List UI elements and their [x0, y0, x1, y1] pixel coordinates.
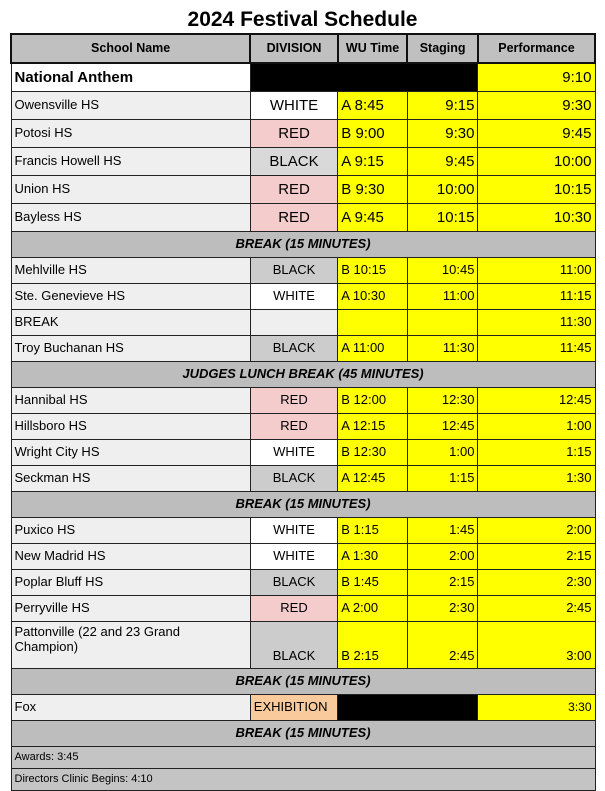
division-badge: BLACK	[250, 148, 337, 176]
staging-time: 9:30	[407, 120, 478, 148]
performance-time: 3:30	[478, 695, 595, 721]
staging-time: 10:15	[407, 204, 478, 232]
school-name: Wright City HS	[11, 440, 250, 466]
wu-time: B 9:00	[338, 120, 408, 148]
staging-time: 11:30	[407, 336, 478, 362]
table-row	[11, 148, 595, 176]
exhibition-row	[11, 695, 595, 721]
break-label: JUDGES LUNCH BREAK (45 MINUTES)	[11, 362, 595, 388]
table-row	[11, 570, 595, 596]
performance-time: 1:30	[478, 466, 595, 492]
table-row	[11, 388, 595, 414]
table-row	[11, 204, 595, 232]
break-row	[11, 721, 595, 747]
performance-time: 9:45	[478, 120, 595, 148]
table-row	[11, 258, 595, 284]
performance-time: 2:30	[478, 570, 595, 596]
wu-time: A 12:15	[338, 414, 408, 440]
school-name: Poplar Bluff HS	[11, 570, 250, 596]
table-row	[11, 310, 595, 336]
school-name: National Anthem	[11, 63, 250, 92]
school-name: Hillsboro HS	[11, 414, 250, 440]
wu-time: A 9:45	[338, 204, 408, 232]
break-row	[11, 232, 595, 258]
division-badge: BLACK	[250, 258, 337, 284]
performance-time: 11:30	[478, 310, 595, 336]
table-row	[11, 414, 595, 440]
school-name: Seckman HS	[11, 466, 250, 492]
school-name: New Madrid HS	[11, 544, 250, 570]
staging-time: 2:45	[407, 622, 478, 669]
performance-time: 3:00	[478, 622, 595, 669]
division-badge: BLACK	[250, 570, 337, 596]
table-row	[11, 176, 595, 204]
table-row	[11, 120, 595, 148]
wu-time: A 10:30	[338, 284, 408, 310]
table-row	[11, 92, 595, 120]
header-staging: Staging	[407, 34, 478, 63]
division-badge: WHITE	[250, 92, 337, 120]
division-badge: BLACK	[250, 466, 337, 492]
performance-time: 9:30	[478, 92, 595, 120]
school-name: Hannibal HS	[11, 388, 250, 414]
performance-time: 10:15	[478, 176, 595, 204]
division-badge: RED	[250, 388, 337, 414]
performance-time: 2:15	[478, 544, 595, 570]
division-badge: WHITE	[250, 544, 337, 570]
wu-time: B 1:15	[338, 518, 408, 544]
staging-time: 2:15	[407, 570, 478, 596]
school-name: Ste. Genevieve HS	[11, 284, 250, 310]
break-row	[11, 362, 595, 388]
wu-time	[338, 310, 408, 336]
wu-time: B 2:15	[338, 622, 408, 669]
staging-time: 12:30	[407, 388, 478, 414]
school-name: Owensville HS	[11, 92, 250, 120]
break-label: BREAK (15 MINUTES)	[11, 721, 595, 747]
performance-time: 1:00	[478, 414, 595, 440]
performance-time: 11:45	[478, 336, 595, 362]
awards-note: Awards: 3:45	[11, 747, 595, 769]
note-row	[11, 747, 595, 769]
wu-time: A 11:00	[338, 336, 408, 362]
division-badge: RED	[250, 596, 337, 622]
school-name: Potosi HS	[11, 120, 250, 148]
page-title: 2024 Festival Schedule	[187, 8, 418, 31]
school-name: Puxico HS	[11, 518, 250, 544]
table-row	[11, 440, 595, 466]
division-badge: BLACK	[250, 622, 337, 669]
performance-time: 11:00	[478, 258, 595, 284]
wu-time: B 12:00	[338, 388, 408, 414]
performance-time: 1:15	[478, 440, 595, 466]
header-row	[11, 34, 595, 63]
header-school-name: School Name	[11, 34, 250, 63]
division-badge: RED	[250, 120, 337, 148]
school-name: Mehlville HS	[11, 258, 250, 284]
division-badge	[250, 310, 337, 336]
school-name: Troy Buchanan HS	[11, 336, 250, 362]
table-row	[11, 518, 595, 544]
table-row	[11, 596, 595, 622]
wu-time: A 8:45	[338, 92, 408, 120]
table-row	[11, 544, 595, 570]
performance-time: 11:15	[478, 284, 595, 310]
division-badge: RED	[250, 414, 337, 440]
wu-time: B 1:45	[338, 570, 408, 596]
school-name: Union HS	[11, 176, 250, 204]
staging-time: 2:30	[407, 596, 478, 622]
wu-time: B 12:30	[338, 440, 408, 466]
division-badge: BLACK	[250, 336, 337, 362]
performance-time: 2:45	[478, 596, 595, 622]
staging-time: 11:00	[407, 284, 478, 310]
staging-time: 12:45	[407, 414, 478, 440]
staging-time: 1:15	[407, 466, 478, 492]
performance-time: 10:30	[478, 204, 595, 232]
wu-time: B 9:30	[338, 176, 408, 204]
table-row	[11, 466, 595, 492]
blacked-out-cell	[250, 63, 478, 92]
wu-time: A 12:45	[338, 466, 408, 492]
staging-time	[407, 310, 478, 336]
division-badge: WHITE	[250, 518, 337, 544]
wu-time: A 1:30	[338, 544, 408, 570]
staging-time: 9:45	[407, 148, 478, 176]
national-anthem-row	[11, 63, 595, 92]
note-row	[11, 769, 595, 791]
table-row	[11, 284, 595, 310]
wu-time: A 9:15	[338, 148, 408, 176]
staging-time: 9:15	[407, 92, 478, 120]
staging-time: 10:45	[407, 258, 478, 284]
staging-time: 10:00	[407, 176, 478, 204]
break-row	[11, 669, 595, 695]
wu-time: B 10:15	[338, 258, 408, 284]
division-badge: RED	[250, 204, 337, 232]
header-wu-time: WU Time	[338, 34, 408, 63]
table-row	[11, 622, 595, 669]
division-badge: RED	[250, 176, 337, 204]
school-name: Bayless HS	[11, 204, 250, 232]
break-label: BREAK (15 MINUTES)	[11, 232, 595, 258]
school-name: Fox	[11, 695, 250, 721]
wu-time: A 2:00	[338, 596, 408, 622]
school-name: Perryville HS	[11, 596, 250, 622]
school-name: Pattonville (22 and 23 Grand Champion)	[11, 622, 250, 669]
performance-time: 10:00	[478, 148, 595, 176]
staging-time: 2:00	[407, 544, 478, 570]
break-label: BREAK (15 MINUTES)	[11, 492, 595, 518]
performance-time: 2:00	[478, 518, 595, 544]
header-performance: Performance	[478, 34, 595, 63]
break-row	[11, 492, 595, 518]
school-name: Francis Howell HS	[11, 148, 250, 176]
staging-time: 1:00	[407, 440, 478, 466]
performance-time: 12:45	[478, 388, 595, 414]
break-label: BREAK (15 MINUTES)	[11, 669, 595, 695]
staging-time: 1:45	[407, 518, 478, 544]
header-division: DIVISION	[250, 34, 337, 63]
table-row	[11, 336, 595, 362]
division-badge: EXHIBITION	[250, 695, 337, 721]
performance-time: 9:10	[478, 63, 595, 92]
division-badge: WHITE	[250, 284, 337, 310]
blacked-out-cell	[338, 695, 478, 721]
division-badge: WHITE	[250, 440, 337, 466]
directors-clinic-note: Directors Clinic Begins: 4:10	[11, 769, 595, 791]
school-name: BREAK	[11, 310, 250, 336]
schedule-table	[10, 33, 596, 791]
